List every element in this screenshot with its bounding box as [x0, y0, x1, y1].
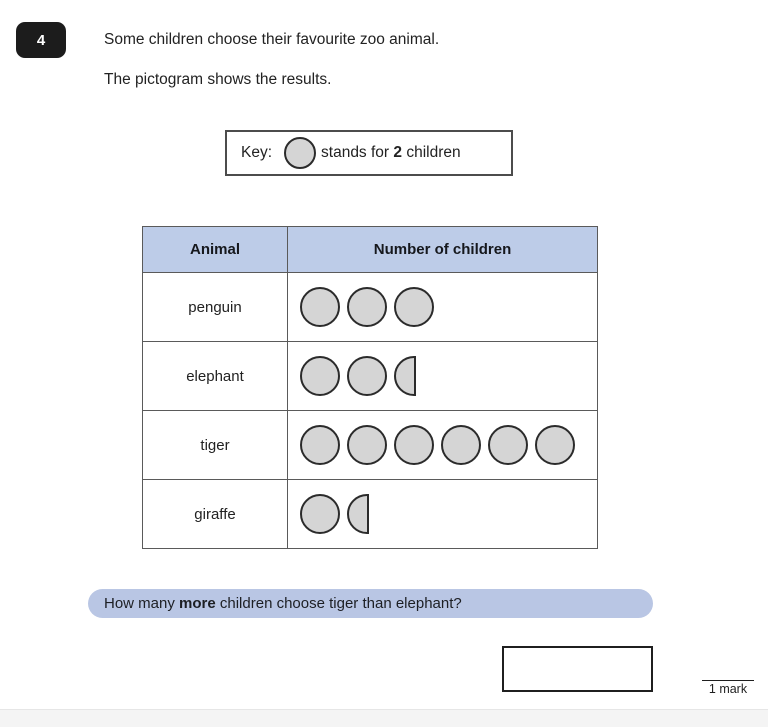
animal-name-giraffe: giraffe — [143, 480, 288, 549]
key-description — [321, 144, 461, 162]
table-row — [143, 342, 598, 411]
full-circle-icon — [394, 287, 434, 327]
half-circle-flat-edge — [414, 356, 416, 396]
page-footer-strip — [0, 709, 768, 727]
question-prompt-bar — [88, 589, 653, 618]
question-stem-line-1: Some children choose their favourite zoo animal. — [104, 31, 440, 48]
question-stem-line-2: The pictogram shows the results. — [104, 71, 332, 88]
key-text-before: stands for — [321, 144, 394, 161]
full-circle-icon — [300, 287, 340, 327]
table-row — [143, 273, 598, 342]
full-circle-icon — [300, 494, 340, 534]
prompt-prefix: How many — [104, 595, 180, 612]
full-circle-icon — [347, 287, 387, 327]
key-label: Key: — [241, 144, 273, 161]
marks-label: 1 mark — [708, 682, 748, 696]
half-circle-icon — [347, 494, 369, 534]
full-circle-icon — [441, 425, 481, 465]
symbol-row — [300, 274, 596, 340]
prompt-emphasis: more — [179, 595, 216, 612]
symbol-row — [300, 412, 596, 478]
table-header — [143, 227, 598, 273]
question-number: 4 — [36, 31, 46, 49]
question-number-badge — [16, 22, 66, 58]
animal-name-tiger: tiger — [143, 411, 288, 480]
table-row — [143, 411, 598, 480]
answer-input-box[interactable] — [502, 646, 653, 692]
full-circle-icon — [300, 356, 340, 396]
key-circle-icon — [284, 137, 316, 169]
prompt-suffix: children choose tiger than elephant? — [215, 595, 462, 612]
symbol-cell-penguin — [288, 273, 598, 342]
half-circle-flat-edge — [367, 494, 369, 534]
animal-name-penguin: penguin — [143, 273, 288, 342]
full-circle-icon — [300, 425, 340, 465]
full-circle-icon — [488, 425, 528, 465]
full-circle-icon — [347, 425, 387, 465]
full-circle-icon — [535, 425, 575, 465]
animal-name-elephant: elephant — [143, 342, 288, 411]
marks-rule — [702, 680, 754, 681]
column-header-animal: Animal — [143, 227, 288, 273]
key-text-after: children — [402, 144, 461, 161]
question-prompt-text — [104, 595, 462, 612]
pictogram-key-box — [225, 130, 513, 176]
symbol-row — [300, 481, 596, 547]
table-header-row — [143, 227, 598, 273]
full-circle-icon — [347, 356, 387, 396]
symbol-row — [300, 343, 596, 409]
key-value: 2 — [393, 144, 403, 161]
table-body — [143, 273, 598, 549]
full-circle-icon — [394, 425, 434, 465]
symbol-cell-tiger — [288, 411, 598, 480]
symbol-cell-elephant — [288, 342, 598, 411]
column-header-number-of-children: Number of children — [288, 227, 598, 273]
table-row — [143, 480, 598, 549]
pictogram-table — [142, 226, 598, 549]
marks-indicator — [702, 680, 754, 697]
half-circle-icon — [394, 356, 416, 396]
symbol-cell-giraffe — [288, 480, 598, 549]
